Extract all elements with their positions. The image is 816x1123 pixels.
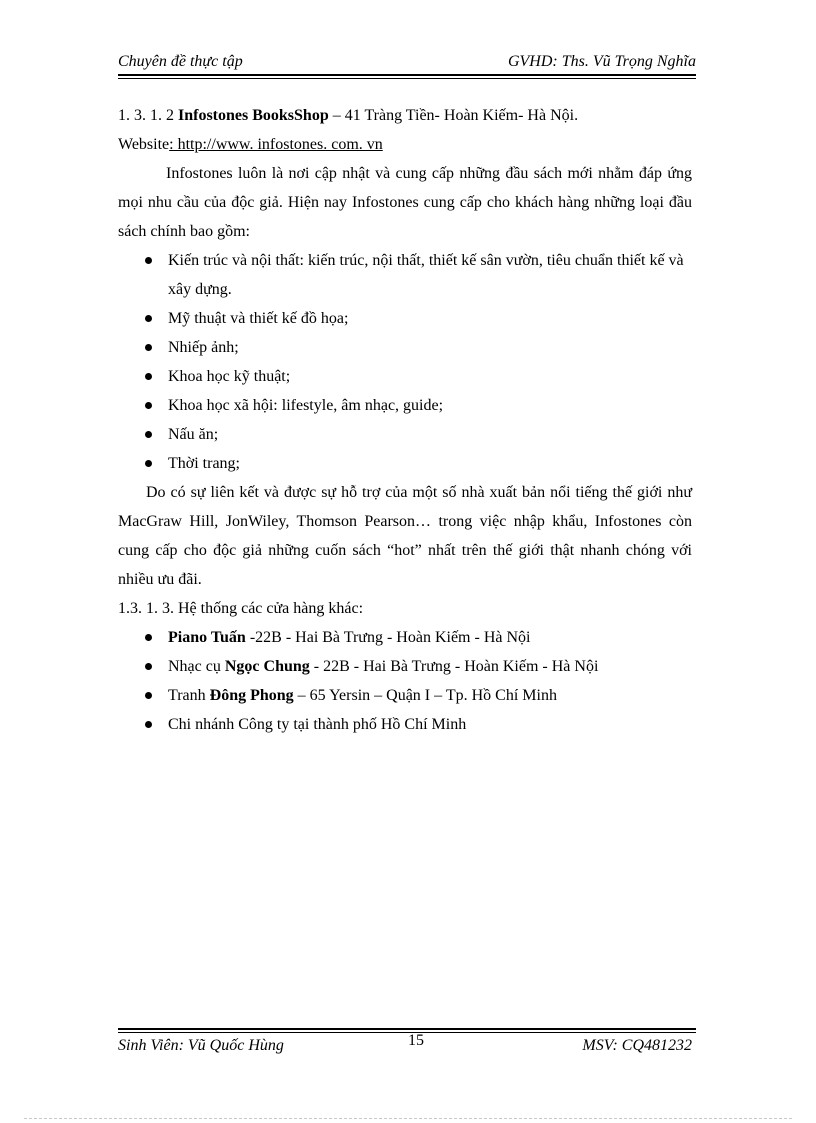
book-category-list	[118, 246, 692, 478]
section-heading-1312	[118, 101, 692, 130]
list-item: Piano Tuấn -22B - Hai Bà Trưng - Hoàn Kiếm - Hà Nội	[118, 623, 692, 652]
bullet-icon	[145, 344, 152, 351]
footer-student-name: Sinh Viên: Vũ Quốc Hùng	[118, 1037, 284, 1054]
page-number: 15	[408, 1032, 424, 1049]
list-item: Thời trang;	[118, 449, 692, 478]
bullet-icon	[145, 257, 152, 264]
list-item: Nhạc cụ Ngọc Chung - 22B - Hai Bà Trưng - Hoàn Kiếm - Hà Nội	[118, 652, 692, 681]
header-rule	[118, 74, 696, 76]
shop-address: – 41 Tràng Tiền- Hoàn Kiếm- Hà Nội.	[328, 107, 579, 124]
bullet-icon	[145, 663, 152, 670]
list-item: Mỹ thuật và thiết kế đồ họa;	[118, 304, 692, 333]
footer-rule-thin	[118, 1032, 696, 1033]
list-item: Tranh Đông Phong – 65 Yersin – Quận I – Tp. Hồ Chí Minh	[118, 681, 692, 710]
bullet-icon	[145, 373, 152, 380]
bullet-icon	[145, 315, 152, 322]
page-body	[118, 101, 692, 739]
list-item: Chi nhánh Công ty tại thành phố Hồ Chí Minh	[118, 710, 692, 739]
bullet-icon	[145, 634, 152, 641]
page-header	[118, 52, 696, 72]
bullet-icon	[145, 721, 152, 728]
footer-student-id: MSV: CQ481232	[582, 1037, 692, 1054]
list-item: Kiến trúc và nội thất: kiến trúc, nội thất, thiết kế sân vườn, tiêu chuẩn thiết kế và xây dựng.	[118, 246, 692, 304]
bullet-icon	[145, 692, 152, 699]
bullet-icon	[145, 431, 152, 438]
list-item: Khoa học xã hội: lifestyle, âm nhạc, guide;	[118, 391, 692, 420]
list-item: Nhiếp ảnh;	[118, 333, 692, 362]
bullet-icon	[145, 460, 152, 467]
website-line	[118, 130, 692, 159]
closing-paragraph: Do có sự liên kết và được sự hỗ trợ của một số nhà xuất bản nổi tiếng thế giới như MacGraw Hill, JonWiley, Thomson Pearson… trong việc nhập khẩu, Infostones còn cung cấp cho độc giả những cuốn sách “hot” nhất trên thế giới thật nhanh chóng với nhiều ưu đãi.	[118, 484, 692, 588]
store-list	[118, 623, 692, 739]
intro-paragraph: Infostones luôn là nơi cập nhật và cung cấp những đầu sách mới nhằm đáp ứng mọi nhu cầu của độc giả. Hiện nay Infostones cung cấp cho khách hàng những loại đầu sách chính bao gồm:	[118, 165, 692, 240]
list-item: Khoa học kỹ thuật;	[118, 362, 692, 391]
page-edge	[24, 1118, 792, 1119]
list-item: Nấu ăn;	[118, 420, 692, 449]
bullet-icon	[145, 402, 152, 409]
header-rule-thin	[118, 78, 696, 79]
website-label: Website	[118, 136, 170, 153]
section-number: 1. 3. 1. 2	[118, 107, 178, 124]
shop-name: Infostones BooksShop	[178, 107, 329, 124]
header-course-title: Chuyên đề thực tập	[118, 53, 243, 70]
footer-rule	[118, 1028, 696, 1030]
website-link[interactable]: : http://www. infostones. com. vn	[169, 136, 383, 153]
section-heading-1313: 1.3. 1. 3. Hệ thống các cửa hàng khác:	[118, 600, 364, 617]
header-supervisor: GVHD: Ths. Vũ Trọng Nghĩa	[507, 53, 696, 70]
